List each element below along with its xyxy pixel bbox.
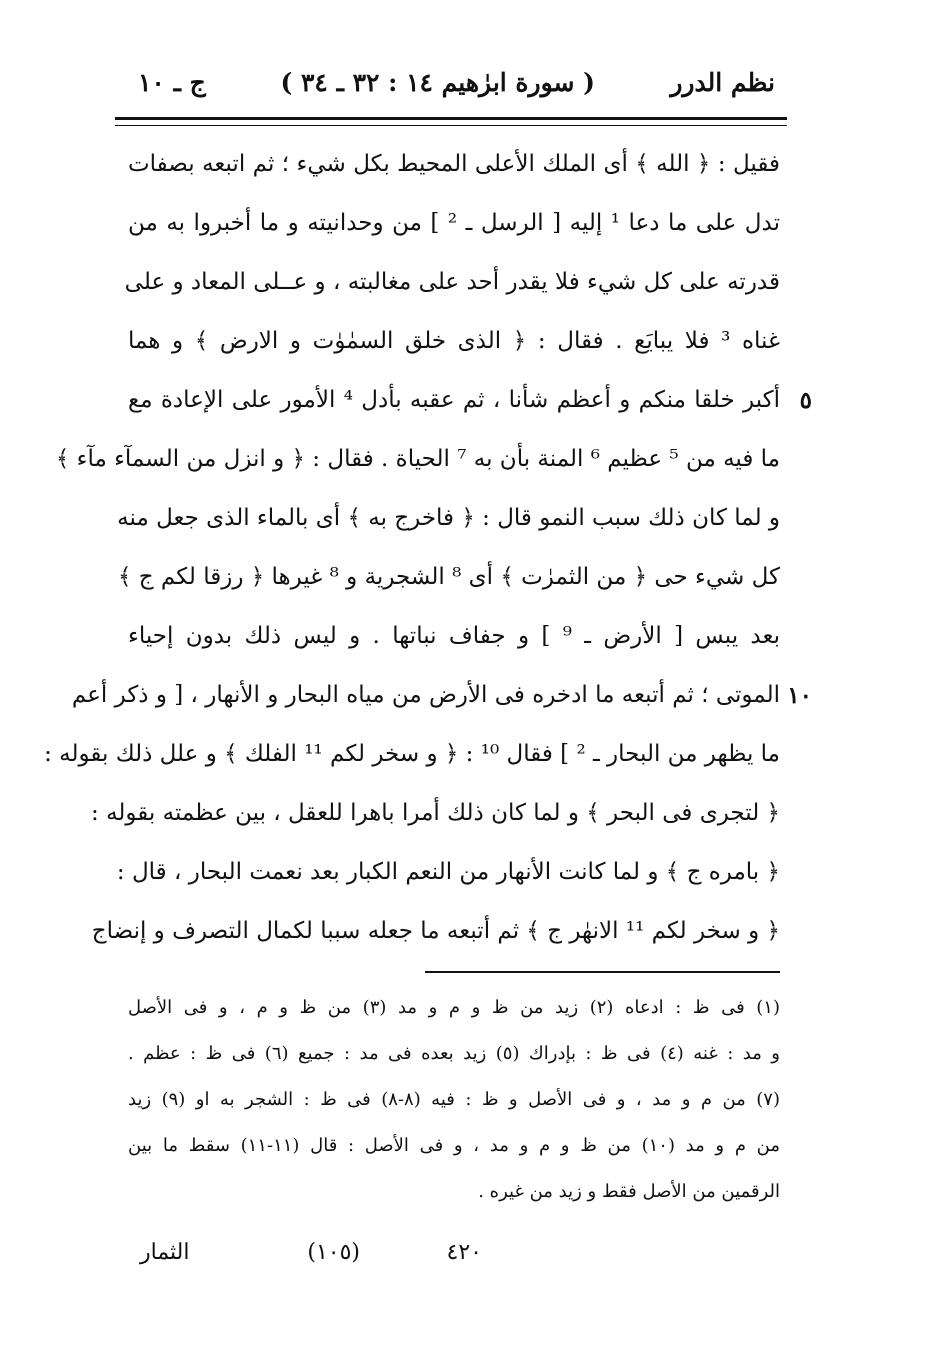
line-text: ﴿ بامره ج ﴾ و لما كانت الأنهار من النعم الكبار بعد نعمت البحار ، قال : xyxy=(116,859,780,885)
header-rule-thin xyxy=(115,125,787,126)
footnote-line: و مد : غنه (٤) فى ظ : بإدراك (٥) زيد بعده فى مد : جميع (٦) فى ظ : عظم . xyxy=(128,1043,780,1064)
line-text: فقيل : ﴿ الله ﴾ أى الملك الأعلى المحيط بكل شيء ؛ ثم اتبعه بصفات xyxy=(128,151,780,177)
text-line xyxy=(128,607,780,666)
line-text: ﴿ لتجرى فى البحر ﴾ و لما كان ذلك أمرا باهرا للعقل ، بين عظمته بقوله : xyxy=(91,800,780,826)
book-title: نظم الدرر xyxy=(670,68,775,97)
line-text: ما يظهر من البحار ـ ² ] فقال ¹⁰ : ﴿ و سخر لكم ¹¹ الفلك ﴾ و علل ذلك بقوله : xyxy=(44,741,780,767)
text-line xyxy=(116,843,780,902)
text-line xyxy=(128,371,812,430)
line-text: و لما كان ذلك سبب النمو قال : ﴿ فاخرج به ﴾ أى بالماء الذى جعل منه xyxy=(117,505,780,531)
main-text xyxy=(44,135,812,961)
part-number: ج ـ ١٠ xyxy=(138,68,206,97)
footnote-line: الرقمين من الأصل فقط و زيد من غيره . xyxy=(478,1181,780,1202)
text-line xyxy=(117,548,780,607)
footnote-separator xyxy=(425,971,780,973)
page-footer xyxy=(130,1240,530,1280)
footnotes xyxy=(128,985,780,1215)
header-rule-thick xyxy=(115,117,787,120)
text-line xyxy=(117,489,780,548)
line-text: بعد يبس [ الأرض ـ ⁹ ] و جفاف نباتها . و ليس ذلك بدون إحياء xyxy=(128,623,780,649)
line-text: ﴿ و سخر لكم ¹¹ الانهٰر ج ﴾ ثم أتبعه ما جعله سببا لكمال التصرف و إنضاج xyxy=(91,918,780,944)
line-text: قدرته على كل شيء فلا يقدر أحد على مغالبته ، و عــلى المعاد و على xyxy=(124,269,780,295)
line-text: غناه ³ فلا يبايَع . فقال : ﴿ الذى خلق السمٰوٰت و الارض ﴾ و هما xyxy=(128,328,780,354)
surah-reference: ( سورة ابرٰهيم ١٤ : ٣٢ ـ ٣٤ ) xyxy=(280,68,595,97)
footnote-line: (٧) من م و مد ، و فى الأصل و ظ : فيه (٨-٨) فى ظ : الشجر به او (٩) زيد xyxy=(128,1089,780,1110)
text-line xyxy=(128,312,780,371)
print-signature: (١٠٥) xyxy=(307,1240,360,1265)
text-line xyxy=(71,666,812,725)
text-line xyxy=(128,194,780,253)
line-number: ١٠ xyxy=(787,682,812,709)
line-number: ٥ xyxy=(799,387,812,414)
line-text: أكبر خلقا منكم و أعظم شأنا ، ثم عقبه بأدل ⁴ الأمور على الإعادة مع xyxy=(128,387,780,413)
line-text: تدل على ما دعا ¹ إليه [ الرسل ـ ² ] من وحدانيته و ما أخبروا به من xyxy=(128,210,780,236)
press-mark: الثمار xyxy=(140,1240,190,1265)
running-header xyxy=(120,68,785,108)
footnote-line: من م و مد (١٠) من ظ و م و مد ، و فى الأصل : قال (١١-١١) سقط ما بين xyxy=(128,1135,780,1156)
text-line xyxy=(91,902,780,961)
text-line xyxy=(124,253,780,312)
footnote-line: (١) فى ظ : ادعاه (٢) زيد من ظ و م و مد (٣) من ظ و م ، و فى الأصل xyxy=(128,997,780,1018)
page-number: ٤٢٠ xyxy=(446,1240,482,1265)
text-line xyxy=(55,430,780,489)
text-line xyxy=(44,725,780,784)
line-text: كل شيء حى ﴿ من الثمرٰت ﴾ أى ⁸ الشجرية و ⁸ غيرها ﴿ رزقا لكم ج ﴾ xyxy=(117,564,780,590)
text-line xyxy=(128,135,780,194)
line-text: الموتى ؛ ثم أتبعه ما ادخره فى الأرض من مياه البحار و الأنهار ، [ و ذكر أعم xyxy=(71,682,780,708)
text-line xyxy=(91,784,780,843)
line-text: ما فيه من ⁵ عظيم ⁶ المنة بأن به ⁷ الحياة . فقال : ﴿ و انزل من السمآء مآء ﴾ xyxy=(55,446,780,472)
